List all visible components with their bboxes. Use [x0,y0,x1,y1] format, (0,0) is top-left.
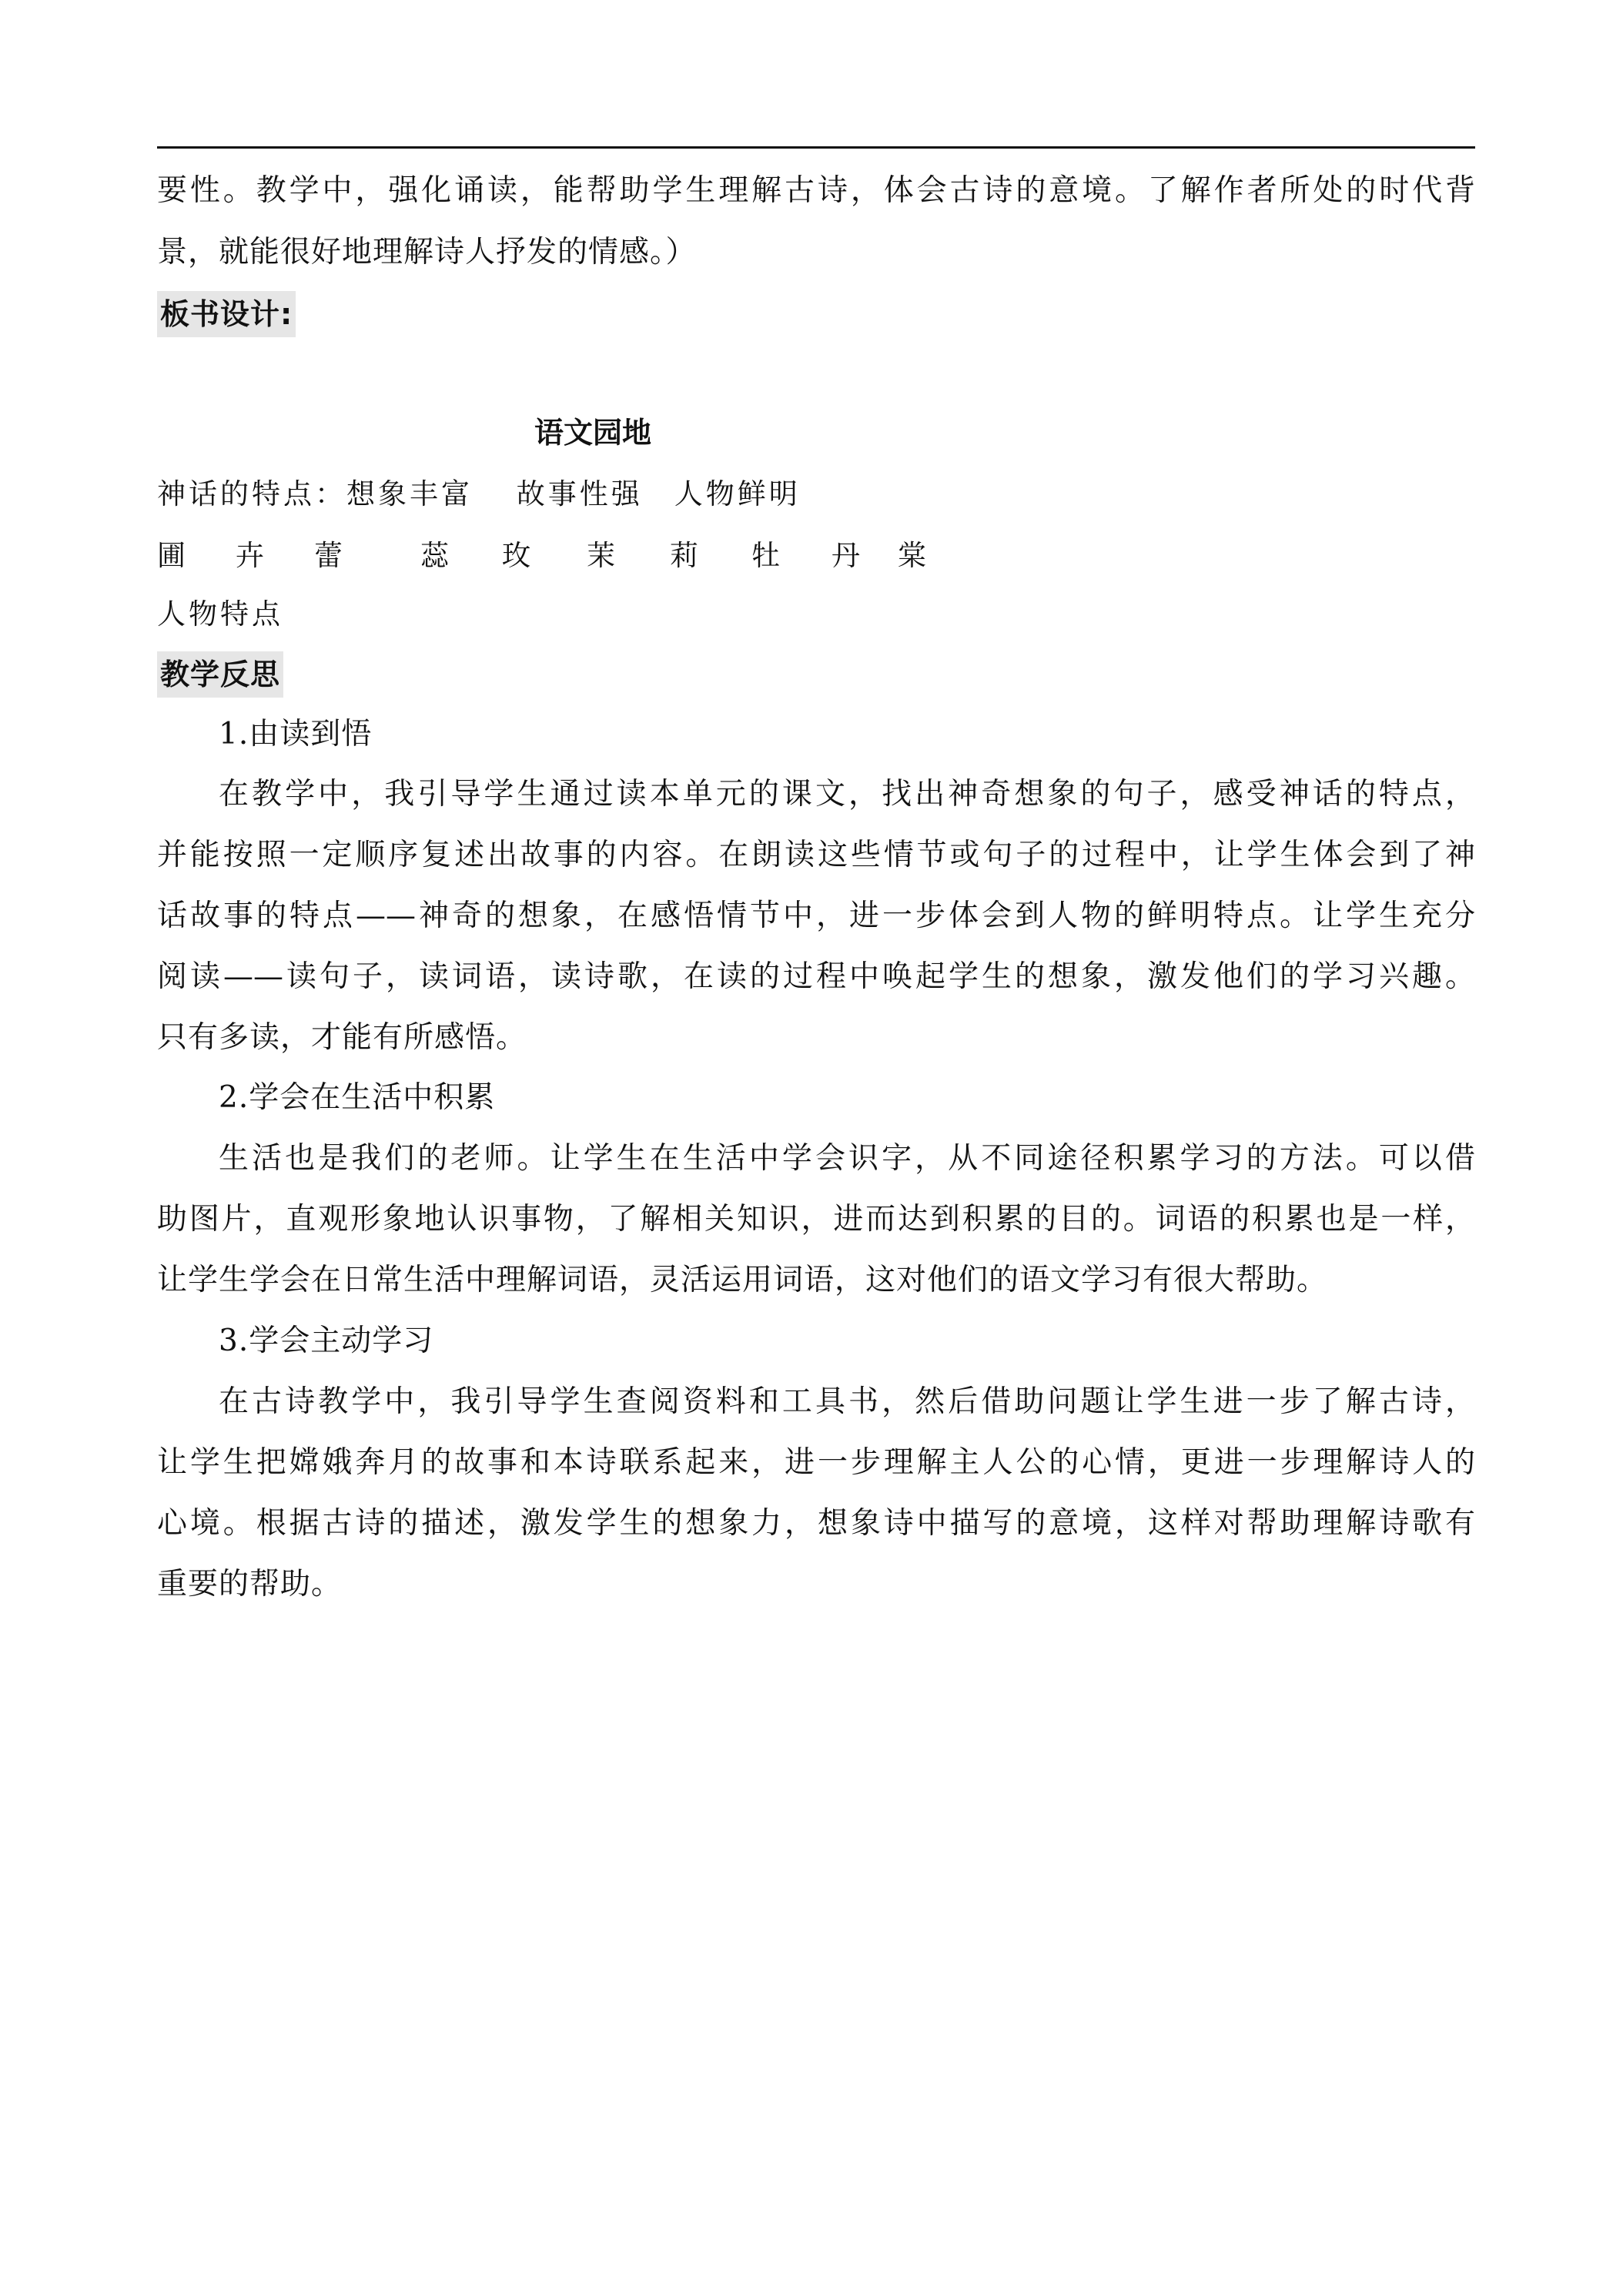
char-5: 玫 [502,539,531,572]
char-9: 丹 [832,539,861,572]
char-10: 棠 [898,539,927,572]
section-1-line-2: 并能按照一定顺序复述出故事的内容。在朗读这些情节或句子的过程中，让学生体会到了神 [157,838,1475,872]
header-rule [157,146,1475,149]
character-row [157,533,1475,579]
section-3-line-4: 重要的帮助。 [157,1567,343,1602]
section-3-title: 3.学会主动学习 [219,1324,434,1358]
board-title: 语文园地 [534,416,652,450]
section-2-line-3: 让学生学会在日常生活中理解词语，灵活运用词语，这对他们的语文学习有很大帮助。 [157,1263,1328,1297]
character-traits-line: 人物特点 [157,597,283,631]
section-1-line-3: 话故事的特点——神奇的想象，在感悟情节中，进一步体会到人物的鲜明特点。让学生充分 [157,899,1475,933]
section-1-line-4: 阅读——读句子，读词语，读诗歌，在读的过程中唤起学生的想象，激发他们的学习兴趣。 [157,959,1475,994]
section-3-line-1: 在古诗教学中，我引导学生查阅资料和工具书，然后借助问题让学生进一步了解古诗， [219,1384,1475,1419]
section-1-line-5: 只有多读，才能有所感悟。 [157,1020,527,1055]
myth-features-line: 神话的特点：想象丰富 故事性强 人物鲜明 [157,477,801,510]
reflection-heading-row [157,651,283,698]
section-1-line-1: 在教学中，我引导学生通过读本单元的课文，找出神奇想象的句子，感受神话的特点， [219,777,1475,812]
section-2-line-2: 助图片，直观形象地认识事物，了解相关知识，进而达到积累的目的。词语的积累也是一样， [157,1202,1475,1237]
char-8: 牡 [751,539,781,572]
intro-line-2: 景，就能很好地理解诗人抒发的情感。） [157,235,697,269]
section-1-title: 1.由读到悟 [219,717,373,751]
board-heading: 板书设计: [157,291,296,337]
intro-line-1: 要性。教学中，强化诵读，能帮助学生理解古诗，体会古诗的意境。了解作者所处的时代背 [157,173,1475,208]
section-3-line-3: 心境。根据古诗的描述，激发学生的想象力，想象诗中描写的意境，这样对帮助理解诗歌有 [157,1506,1475,1541]
section-2-title: 2.学会在生活中积累 [219,1080,496,1115]
char-2: 卉 [236,539,265,572]
section-2-line-1: 生活也是我们的老师。让学生在生活中学会识字，从不同途径积累学习的方法。可以借 [219,1141,1475,1176]
char-6: 茉 [587,539,616,572]
section-3-line-2: 让学生把嫦娥奔月的故事和本诗联系起来，进一步理解主人公的心情，更进一步理解诗人的 [157,1445,1475,1480]
char-1: 圃 [157,539,186,572]
char-4: 蕊 [420,539,450,572]
board-heading-row [157,291,296,338]
char-7: 莉 [670,539,699,572]
char-3: 蕾 [314,539,343,572]
reflection-heading: 教学反思 [157,651,283,698]
